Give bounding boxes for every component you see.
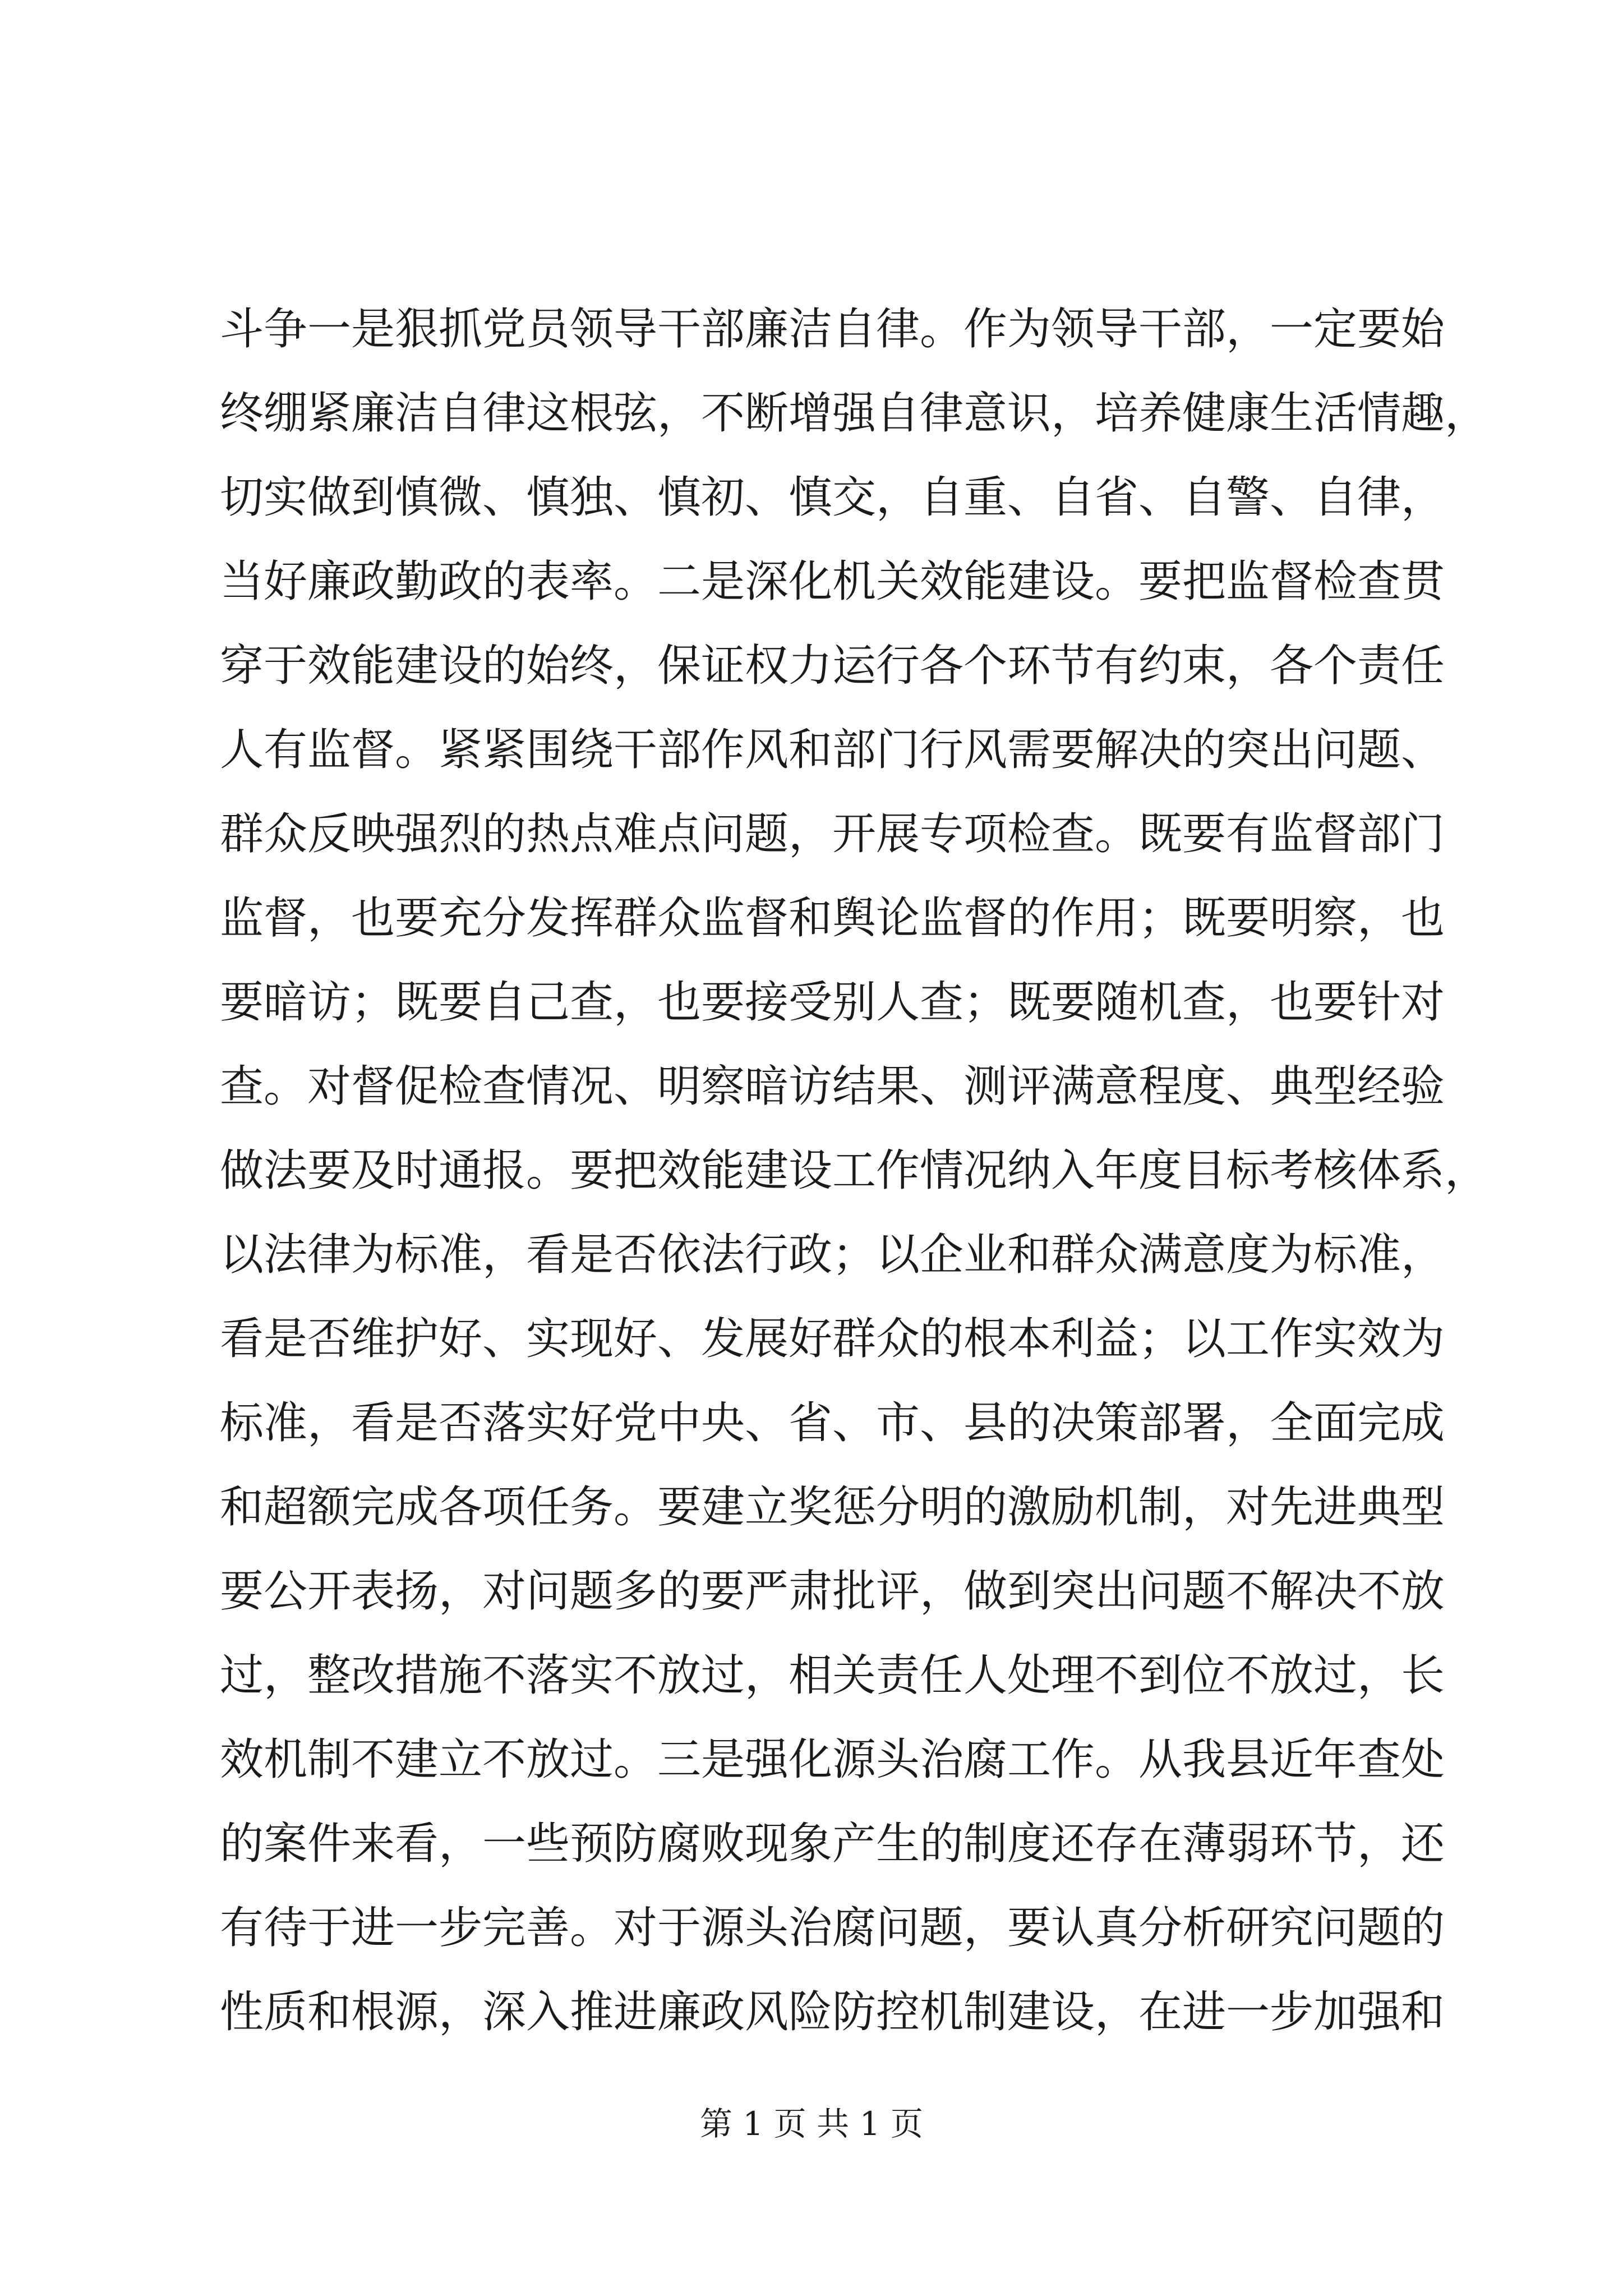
body-text — [220, 287, 1489, 2054]
text-line-16: 要公开表扬，对问题多的要严肃批评，做到突出问题不解决不放 — [220, 1566, 1445, 1617]
text-line-13: 看是否维护好、实现好、发展好群众的根本利益；以工作实效为 — [220, 1314, 1445, 1364]
text-line-12: 以法律为标准，看是否依法行政；以企业和群众满意度为标准， — [220, 1230, 1445, 1280]
text-line-8: 监督，也要充分发挥群众监督和舆论监督的作用；既要明察，也 — [220, 893, 1445, 944]
text-line-4: 当好廉政勤政的表率。二是深化机关效能建设。要把监督检查贯 — [220, 556, 1445, 607]
text-line-6: 人有监督。紧紧围绕干部作风和部门行风需要解决的突出问题、 — [220, 725, 1445, 775]
text-line-11: 做法要及时通报。要把效能建设工作情况纳入年度目标考核体系， — [220, 1145, 1489, 1196]
text-line-18: 效机制不建立不放过。三是强化源头治腐工作。从我县近年查处 — [220, 1734, 1445, 1785]
text-line-19: 的案件来看，一些预防腐败现象产生的制度还存在薄弱环节，还 — [220, 1819, 1445, 1869]
text-line-1: 斗争一是狠抓党员领导干部廉洁自律。作为领导干部，一定要始 — [220, 304, 1445, 355]
text-line-9: 要暗访；既要自己查，也要接受别人查；既要随机查，也要针对 — [220, 977, 1445, 1028]
page-footer — [0, 2101, 1623, 2146]
text-line-17: 过，整改措施不落实不放过，相关责任人处理不到位不放过，长 — [220, 1650, 1445, 1701]
page-number-label: 第 1 页 共 1 页 — [700, 2105, 923, 2143]
text-line-14: 标准，看是否落实好党中央、省、市、县的决策部署，全面完成 — [220, 1398, 1445, 1448]
text-line-10: 查。对督促检查情况、明察暗访结果、测评满意程度、典型经验 — [220, 1061, 1445, 1112]
text-line-7: 群众反映强烈的热点难点问题，开展专项检查。既要有监督部门 — [220, 809, 1445, 859]
text-line-3: 切实做到慎微、慎独、慎初、慎交，自重、自省、自警、自律， — [220, 472, 1445, 523]
text-line-15: 和超额完成各项任务。要建立奖惩分明的激励机制，对先进典型 — [220, 1482, 1445, 1533]
text-line-5: 穿于效能建设的始终，保证权力运行各个环节有约束，各个责任 — [220, 641, 1445, 691]
text-line-2: 终绷紧廉洁自律这根弦，不断增强自律意识，培养健康生活情趣， — [220, 388, 1489, 439]
text-line-20: 有待于进一步完善。对于源头治腐问题，要认真分析研究问题的 — [220, 1903, 1445, 1953]
text-line-21: 性质和根源，深入推进廉政风险防控机制建设，在进一步加强和 — [220, 1987, 1445, 2037]
